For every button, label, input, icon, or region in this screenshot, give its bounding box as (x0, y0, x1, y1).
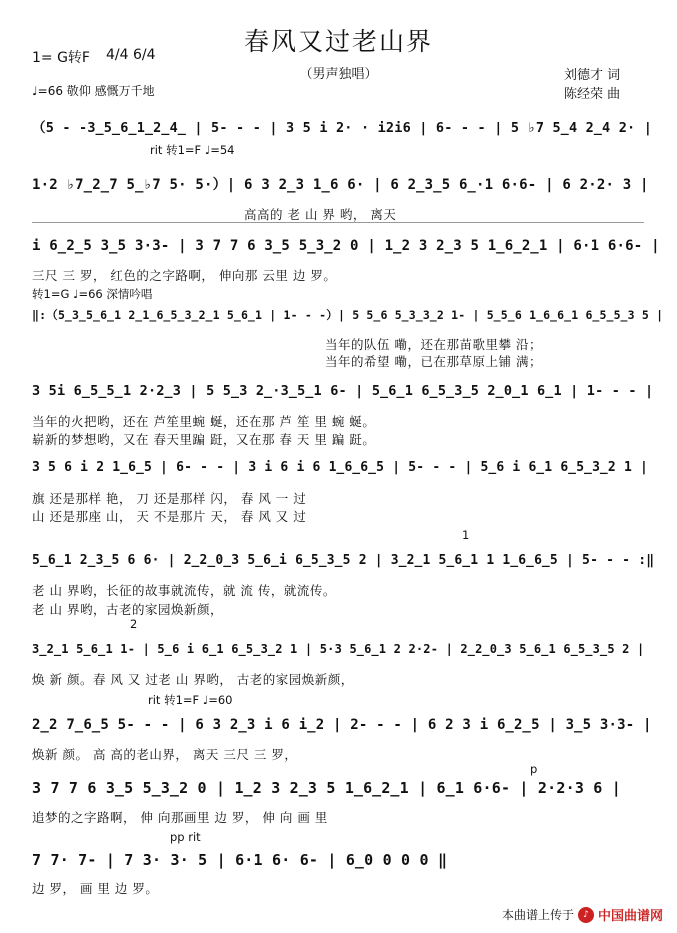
time-signature: 4/4 6/4 (106, 47, 156, 63)
lyricist-credit: 刘德才 词 (564, 68, 621, 83)
footer (502, 905, 663, 924)
lyrics-row-10: 追梦的之字路啊， 伸 向那画里 边 罗， 伸 向 画 里 (32, 810, 328, 825)
lyrics-row-6b: 山 还是那座 山， 天 不是那片 天， 春 风 又 过 (32, 509, 307, 524)
lyrics-row-5b: 崭新的梦想哟，又在 春天里蹁 跹，又在那 春 天 里 蹁 跹。 (32, 432, 376, 447)
lyrics-row-5a: 当年的火把哟，还在 芦笙里蜿 蜒，还在那 芦 笙 里 蜿 蜒。 (32, 414, 376, 429)
notation-row-11: 7 7· 7- | 7 3· 3· 5 | 6·1 6· 6- | 6̲0 0 0 0 ‖ (32, 851, 448, 869)
notation-row-7: 5̲6̲1 2̲3̲5 6 6· | 2̲2̲0̲3 5̲6̲i 6̲5̲3̲5 2 | 3̲2̲1 5̲6̲1 1 1̲6̲6̲5 | 5- - - :‖ (32, 553, 655, 568)
notation-row-2: 1·2 ♭7̲2̲7 5̲♭7 5· 5·）| 6 3 2̲3 1̲6 6· | 6 2̲3̲5 6̲·1 6·6- | 6 2·2· 3 | (32, 177, 649, 193)
lyrics-row-11: 边 罗， 画 里 边 罗。 (32, 881, 159, 896)
volta-2-label: 2 (130, 617, 138, 631)
notation-row-8: 3̲2̲1 5̲6̲1 1- | 5̲6 i 6̲1 6̲5̲3̲2 1 | 5·3 5̲6̲1 2 2·2- | 2̲2̲0̲3 5̲6̲1 6̲5̲3̲5 2 | (32, 642, 645, 656)
lyrics-row-3: 三尺 三 罗， 红色的之字路啊， 伸向那 云里 边 罗。 (32, 268, 337, 283)
lyrics-row-4a: 当年的队伍 嘞，还在那苗歌里攀 沿； (325, 337, 542, 352)
site-logo-icon: ♪ (578, 907, 594, 923)
tempo-marking: ♩=66 敬仰 感慨万千地 (32, 84, 155, 98)
annotation-row-4: 转1=G ♩=66 深情吟唱 (32, 287, 153, 301)
key-signature: 1= G转F (32, 50, 90, 66)
notation-row-1: （5 - -3̲5̲6̲1̲2̲4̲ | 5- - - | 3 5 i 2· · i2i6 | 6- - - | 5 ♭7 5̲4 2̲4 2· | (32, 120, 653, 136)
notation-row-3: i 6̲2̲5 3̲5 3·3- | 3 7 7 6 3̲5 5̲3̲2 0 | 1̲2 3 2̲3 5 1̲6̲2̲1 | 6·1 6·6- | (32, 238, 660, 254)
lyrics-row-7a: 老 山 界哟，长征的故事就流传，就 流 传，就流传。 (32, 583, 336, 598)
site-logo[interactable]: 中国曲谱网 (597, 909, 663, 924)
notation-row-6: 3 5 6 i 2 1̲6̲5 | 6- - - | 3 i 6 i 6 1̲6̲6̲5 | 5- - - | 5̲6 i 6̲1 6̲5̲3̲2 1 | (32, 460, 649, 475)
annotation-row-9: rit 转1=F ♩=60 (148, 693, 233, 707)
annotation-row-10: p (530, 762, 538, 776)
lyrics-row-6a: 旗 还是那样 艳， 刀 还是那样 闪， 春 风 一 过 (32, 491, 307, 506)
lyrics-row-7b: 老 山 界哟，古老的家园焕新颜， (32, 602, 223, 617)
volta-1-label: 1 (462, 528, 470, 542)
annotation-row-11: pp rit (170, 830, 201, 844)
notation-row-4: ‖:（5̲3̲5̲6̲1 2̲1̲6̲5̲3̲2̲1 5̲6̲1 | 1- - -）| 5 5̲6 5̲3̲3̲2 1- | 5̲5̲6 1̲6̲6̲1 6̲5̲5̲3 5 | (32, 308, 664, 322)
song-title: 春风又过老山界 (243, 27, 433, 56)
annotation-row-2: rit 转1=F ♩=54 (150, 143, 235, 157)
lyrics-row-2: 高高的 老 山 界 哟， 离天 (244, 207, 397, 222)
notation-row-9: 2̲2 7̲6̲5 5- - - | 6 3 2̲3 i 6 i̲2 | 2- - - | 6 2 3 i 6̲2̲5 | 3̲5 3·3- | (32, 717, 652, 733)
footer-text: 本曲谱上传于 (501, 908, 574, 922)
song-subtitle: （男声独唱） (299, 67, 378, 82)
notation-row-5: 3 5i 6̲5̲5̲1 2·2̲3 | 5 5̲3 2̲·3̲5̲1 6- | 5̲6̲1 6̲5̲3̲5 2̲0̲1 6̲1 | 1- - - | (32, 383, 654, 399)
notation-row-10: 3 7 7 6 3̲5 5̲3̲2 0 | 1̲2 3 2̲3 5 1̲6̲2̲1 | 6̲1 6·6- | 2·2·3 6 | (32, 779, 621, 797)
lyrics-row-9: 焕新 颜。 高 高的老山界， 离天 三尺 三 罗， (32, 747, 298, 762)
lyrics-row-4b: 当年的希望 嘞，已在那草原上铺 满； (325, 354, 542, 369)
composer-credit: 陈经荣 曲 (564, 87, 621, 102)
lyrics-row-8: 焕 新 颜。春 风 又 过老 山 界哟， 古老的家园焕新颜， (32, 672, 354, 687)
